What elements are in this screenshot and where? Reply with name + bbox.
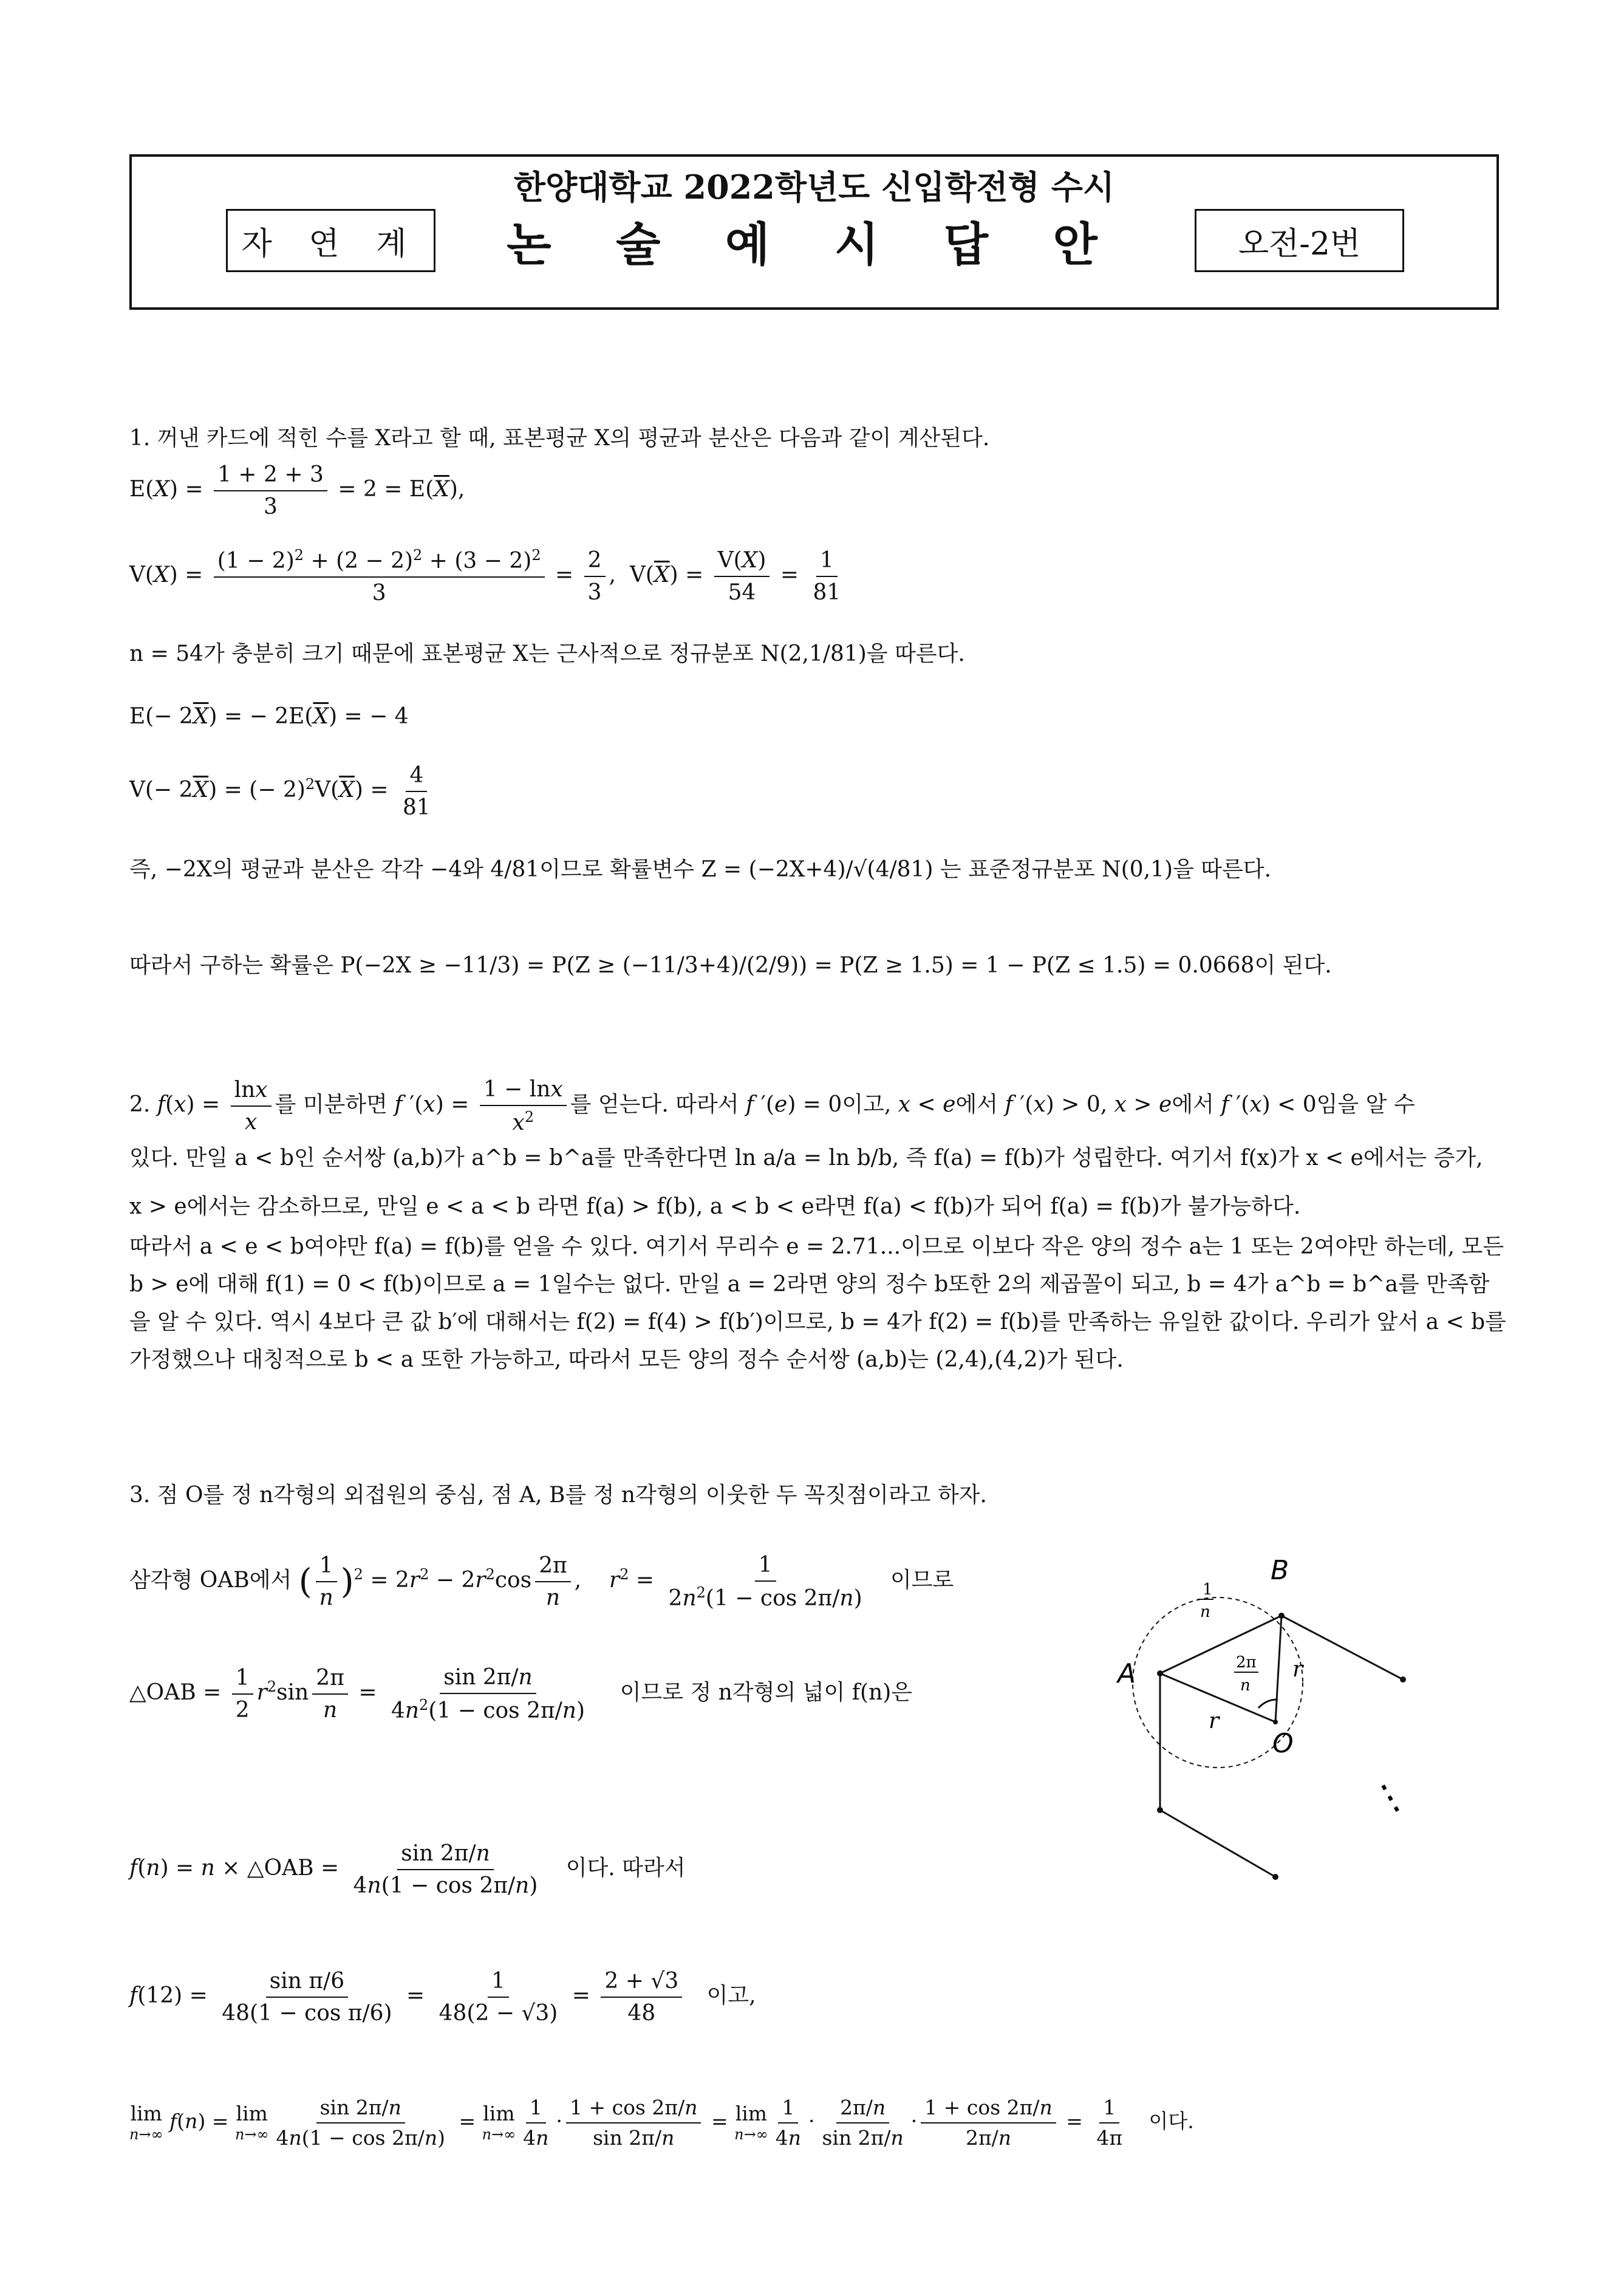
- label-o: O: [1272, 1728, 1294, 1759]
- q3-ttarase: 이다. 따라서: [565, 1856, 686, 1881]
- q1-clt-line: n = 54가 충분히 크기 때문에 표본평균 X는 근사적으로 정규분포 N(2,1/81)을 따른다.: [129, 641, 965, 666]
- q1-standardize: 즉, −2X의 평균과 분산은 각각 −4와 4/81이므로 확률변수 Z = (−2X+4)/√(4/81) 는 표준정규분포 N(0,1)을 따른다.: [129, 857, 1272, 882]
- polygon-diagram: [1105, 1543, 1421, 1883]
- q3-area-tail: 이므로 정 n각형의 넓이 f(n)은: [619, 1680, 913, 1706]
- label-angle-den: n: [1240, 1676, 1251, 1695]
- q3-tri-label: 삼각형 OAB에서: [129, 1568, 292, 1593]
- q2-para2: x > e에서는 감소하므로, 만일 e < a < b 라면 f(a) > f(b), a < b < e라면 f(a) < f(b)가 되어 f(a) = f(b)가 불가능하다.: [129, 1194, 1301, 1219]
- label-angle-num: 2π: [1236, 1653, 1257, 1672]
- q3-fn: f(n) = n × △OAB = $\frac{\sin 2\pi/n}{4n(1 - \cos 2\pi/n)}$ 이다. 따라서: [129, 1841, 686, 1899]
- q2-intro: 2. f(x) = $\frac{\ln x}{x}$ 를 미분하면 f ′(x) = $\frac{1 - \ln x}{x^2}$ 를 얻는다. 따라서 f ′(e) = 0이고, x < e에서 f ′(x) > 0, x > e에서 f ′(x) < 0임을 알 수: [129, 1077, 1415, 1136]
- exam-title: 한양대학교 2022학년도 신입학전형 수시: [513, 168, 1115, 207]
- q3-triangle-area: △OAB = $\frac{1}{2}$ $r^2\sin$ $\frac{2\pi}{n}$ = $\frac{\sin 2\pi/n}{4n^2(1 - \cos 2\pi/n)}$ 이므로 정 n각형의 넓이 f(n)은: [129, 1665, 913, 1724]
- q1-intro: 1. 꺼낸 카드에 적힌 수를 X라고 할 때, 표본평균 X의 평균과 분산은 다음과 같이 계산된다.: [129, 426, 990, 451]
- q3-f12: f(12) = $\frac{\text{sin π/6}}{\text{48(1 − cos π/6)}}$ = $\frac{1}{48(2 - √3)}$ = $\frac{2 + √3}{48}$ 이고,: [129, 1969, 756, 2026]
- label-r-ob: r: [1292, 1657, 1303, 1682]
- q1-expectation: E(X) = $\frac{1 + 2 + 3}{3}$ = $2 = E(\overline{X})$,: [129, 462, 465, 520]
- session-label: 오전-2번: [1195, 209, 1404, 272]
- label-side-num: 1: [1203, 1580, 1213, 1599]
- side-prev-next: [1160, 1810, 1275, 1877]
- q1-v-minus2x: $V(- 2\overline{X})$ = (− $2)^2V(\overline{X})$ = $\frac{4}{81}$: [129, 763, 431, 821]
- header-box: [129, 154, 1499, 310]
- label-a: A: [1118, 1658, 1136, 1689]
- q3-intro: 3. 점 O를 정 n각형의 외접원의 중심, 점 A, B를 정 n각형의 이웃한 두 꼭짓점이라고 하자.: [129, 1483, 987, 1508]
- angle-arc: [1258, 1700, 1278, 1708]
- q3-limit: lim n→∞ f(n) = lim n→∞ $\frac{\sin 2\pi/n}{4n(1 - \cos 2\pi/n)}$ = lim n→∞ $\frac{1}{4n}$ · $\frac{1 + \cos 2\pi/n}{\sin 2\pi/n}$ = lim n→∞ $\frac{1}{4n}$ · $\frac{2\pi/n}{\sin 2\pi/n}$ · $\frac{1 + \cos 2\pi/n}{2\pi/n}$ = $\frac{1}{4\pi}$ 이다.: [129, 2096, 1194, 2150]
- q1-e-minus2x: $E(- 2\overline{X})$ = − $2E(\overline{X})$ = − 4: [129, 704, 409, 729]
- q2-para1: 있다. 만일 a < b인 순서쌍 (a,b)가 a^b = b^a를 만족한다면 ln a/a = ln b/b, 즉 f(a) = f(b)가 성립한다. 여기서 f(x)가 x < e에서는 증가,: [129, 1146, 1483, 1170]
- q1-probability: 따라서 구하는 확률은 P(−2X ≥ −11/3) = P(Z ≥ (−11/3+4)/(2/9)) = P(Z ≥ 1.5) = 1 − P(Z ≤ 1.5) = 0.0668이 된다.: [129, 953, 1332, 978]
- continuation-dots: ⋮: [1363, 1770, 1416, 1825]
- page-title: 논 술 예 시 답 안: [507, 217, 1122, 272]
- label-r-oa: r: [1209, 1709, 1220, 1734]
- q3-imeuro: 이므로: [890, 1568, 954, 1593]
- q1-variance: V(X) = $\frac{(1 - 2)^2 + (2 - 2)^2 + (3 - 2)^2}{3}$ = $\frac{2}{3}$ , $V(\overline{X})$ = $\frac{V(X)}{54}$ = $\frac{1}{81}$: [129, 547, 841, 606]
- q3-igo: 이고,: [706, 1983, 756, 2009]
- q3-triangle-law: 삼각형 OAB에서 ( $\frac{1}{n}$ )$^2 = 2r^2 - 2r^2\cos$ $\frac{2\pi}{n}$ , $r^2$ = $\frac{1}{2n^2(1 - \cos 2\pi/n)}$ 이므로: [129, 1553, 954, 1611]
- q2-para3: 따라서 a < e < b여야만 f(a) = f(b)를 얻을 수 있다. 여기서 무리수 e = 2.71...이므로 이보다 작은 양의 정수 a는 1 또는 2여야만 하는데, 모든 b > e에 대해 f(1) = 0 < f(b)이므로 a = 1일수는 없다. 만일 a = 2라면 양의 정수 b또한 2의 제곱꼴이 되고, b = 4가 a^b = b^a를 만족함을 알 수 있다. 역시 4보다 큰 값 b′에 대해서는 f(2) = f(4) > f(b′)이므로, b = 4가 f(2) = f(b)를 만족하는 유일한 값이다. 우리가 앞서 a < b를 가정했으나 대칭적으로 b < a 또한 가능하고, 따라서 모든 양의 정수 순서쌍 (a,b)는 (2,4),(4,2)가 된다.: [129, 1234, 1506, 1372]
- q3-ida: 이다.: [1148, 2109, 1194, 2133]
- radius-ob: [1275, 1616, 1281, 1722]
- side-ab: [1160, 1616, 1281, 1673]
- track-label: 자 연 계: [226, 209, 435, 272]
- label-side-den: n: [1200, 1603, 1210, 1621]
- label-b: B: [1271, 1555, 1289, 1586]
